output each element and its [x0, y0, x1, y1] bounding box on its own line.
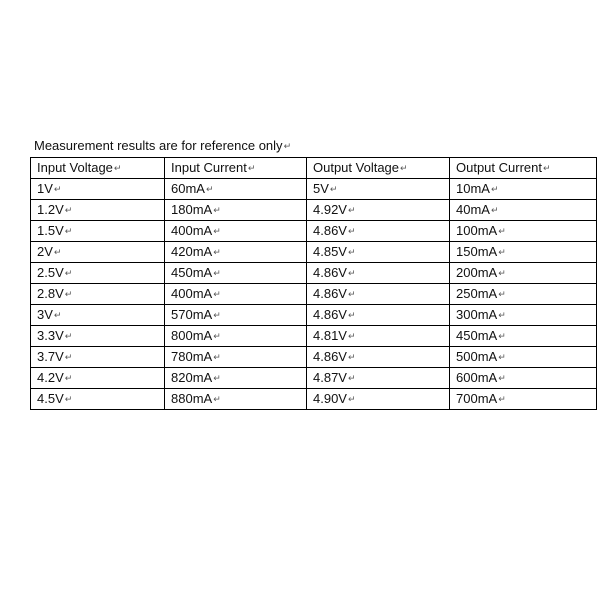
- return-mark-icon: ↵: [498, 289, 506, 299]
- return-mark-icon: ↵: [64, 268, 73, 278]
- cell-output-current-text: 10mA: [456, 181, 490, 196]
- table-row: [31, 242, 597, 263]
- cell-input-voltage-text: 1.5V: [37, 223, 64, 238]
- cell-input-voltage: [31, 200, 165, 221]
- cell-input-voltage-text: 2.5V: [37, 265, 64, 280]
- cell-input-voltage-text: 3V: [37, 307, 53, 322]
- cell-output-current: [450, 263, 597, 284]
- header-row: [31, 158, 597, 179]
- cell-input-voltage-text: 3.7V: [37, 349, 64, 364]
- return-mark-icon: ↵: [347, 205, 356, 215]
- cell-input-voltage-text: 4.5V: [37, 391, 64, 406]
- header-cell-output-voltage-text: Output Voltage: [313, 160, 400, 175]
- header-cell-output-current: [450, 158, 597, 179]
- cell-output-voltage-text: 4.86V: [313, 286, 347, 301]
- cell-output-voltage-text: 5V: [313, 181, 329, 196]
- cell-output-voltage-text: 4.90V: [313, 391, 347, 406]
- cell-input-current-text: 570mA: [171, 307, 213, 322]
- cell-output-current: [450, 179, 597, 200]
- cell-input-current: [165, 284, 307, 305]
- table-row: [31, 347, 597, 368]
- return-mark-icon: ↵: [213, 289, 221, 299]
- return-mark-icon: ↵: [498, 247, 506, 257]
- cell-output-voltage-text: 4.85V: [313, 244, 347, 259]
- return-mark-icon: ↵: [329, 184, 338, 194]
- return-mark-icon: ↵: [283, 141, 292, 151]
- return-mark-icon: ↵: [400, 163, 408, 173]
- cell-input-voltage: [31, 389, 165, 410]
- table-row: [31, 284, 597, 305]
- cell-output-current: [450, 284, 597, 305]
- measurement-table: [30, 157, 597, 410]
- cell-output-current-text: 100mA: [456, 223, 498, 238]
- cell-input-current: [165, 347, 307, 368]
- cell-input-voltage: [31, 284, 165, 305]
- cell-output-current-text: 300mA: [456, 307, 498, 322]
- return-mark-icon: ↵: [247, 163, 256, 173]
- cell-output-current-text: 40mA: [456, 202, 490, 217]
- cell-output-current: [450, 305, 597, 326]
- return-mark-icon: ↵: [543, 163, 551, 173]
- cell-output-voltage: [307, 263, 450, 284]
- return-mark-icon: ↵: [347, 289, 356, 299]
- table-row: [31, 305, 597, 326]
- cell-input-voltage: [31, 326, 165, 347]
- cell-input-voltage: [31, 221, 165, 242]
- return-mark-icon: ↵: [213, 373, 221, 383]
- cell-output-voltage: [307, 284, 450, 305]
- cell-output-voltage-text: 4.86V: [313, 349, 347, 364]
- table-row: [31, 389, 597, 410]
- return-mark-icon: ↵: [498, 226, 506, 236]
- cell-output-voltage-text: 4.86V: [313, 265, 347, 280]
- cell-output-current-text: 600mA: [456, 370, 498, 385]
- cell-output-voltage: [307, 326, 450, 347]
- cell-input-current: [165, 221, 307, 242]
- cell-input-current: [165, 389, 307, 410]
- cell-input-voltage-text: 2.8V: [37, 286, 64, 301]
- cell-input-current: [165, 263, 307, 284]
- table-row: [31, 326, 597, 347]
- cell-input-voltage-text: 3.3V: [37, 328, 64, 343]
- cell-output-voltage-text: 4.86V: [313, 223, 347, 238]
- return-mark-icon: ↵: [53, 184, 62, 194]
- cell-output-voltage: [307, 305, 450, 326]
- cell-output-current: [450, 221, 597, 242]
- cell-input-voltage-text: 2V: [37, 244, 53, 259]
- return-mark-icon: ↵: [498, 352, 506, 362]
- return-mark-icon: ↵: [498, 310, 506, 320]
- cell-input-current-text: 820mA: [171, 370, 213, 385]
- return-mark-icon: ↵: [113, 163, 122, 173]
- cell-output-voltage: [307, 179, 450, 200]
- cell-input-current: [165, 305, 307, 326]
- return-mark-icon: ↵: [490, 184, 499, 194]
- cell-input-current-text: 400mA: [171, 286, 213, 301]
- cell-output-current: [450, 326, 597, 347]
- table-caption: [34, 138, 291, 154]
- cell-output-voltage-text: 4.92V: [313, 202, 347, 217]
- cell-output-current: [450, 242, 597, 263]
- cell-output-voltage: [307, 368, 450, 389]
- return-mark-icon: ↵: [64, 394, 73, 404]
- return-mark-icon: ↵: [347, 268, 356, 278]
- cell-input-voltage-text: 4.2V: [37, 370, 64, 385]
- cell-output-current-text: 200mA: [456, 265, 498, 280]
- return-mark-icon: ↵: [213, 352, 221, 362]
- table-row: [31, 200, 597, 221]
- return-mark-icon: ↵: [498, 268, 506, 278]
- cell-input-voltage: [31, 347, 165, 368]
- header-cell-input-current: [165, 158, 307, 179]
- caption-text: Measurement results are for reference only: [34, 138, 283, 153]
- return-mark-icon: ↵: [490, 205, 499, 215]
- header-cell-input-voltage-text: Input Voltage: [37, 160, 113, 175]
- return-mark-icon: ↵: [213, 226, 221, 236]
- cell-input-current: [165, 242, 307, 263]
- cell-output-current-text: 500mA: [456, 349, 498, 364]
- cell-input-current: [165, 179, 307, 200]
- header-cell-input-voltage: [31, 158, 165, 179]
- return-mark-icon: ↵: [347, 352, 356, 362]
- cell-output-current: [450, 368, 597, 389]
- return-mark-icon: ↵: [213, 205, 221, 215]
- table-row: [31, 221, 597, 242]
- table-body: [31, 158, 597, 410]
- cell-output-current-text: 150mA: [456, 244, 498, 259]
- cell-output-voltage: [307, 242, 450, 263]
- cell-input-current-text: 180mA: [171, 202, 213, 217]
- cell-input-current-text: 420mA: [171, 244, 213, 259]
- cell-output-current: [450, 389, 597, 410]
- cell-input-current: [165, 368, 307, 389]
- return-mark-icon: ↵: [347, 226, 356, 236]
- return-mark-icon: ↵: [347, 247, 356, 257]
- return-mark-icon: ↵: [205, 184, 214, 194]
- cell-output-voltage: [307, 347, 450, 368]
- return-mark-icon: ↵: [347, 331, 356, 341]
- cell-input-current-text: 450mA: [171, 265, 213, 280]
- return-mark-icon: ↵: [498, 331, 506, 341]
- return-mark-icon: ↵: [498, 373, 506, 383]
- cell-output-voltage-text: 4.81V: [313, 328, 347, 343]
- cell-output-current-text: 450mA: [456, 328, 498, 343]
- cell-input-voltage-text: 1V: [37, 181, 53, 196]
- return-mark-icon: ↵: [64, 373, 73, 383]
- return-mark-icon: ↵: [213, 331, 221, 341]
- cell-input-voltage-text: 1.2V: [37, 202, 64, 217]
- cell-output-voltage-text: 4.86V: [313, 307, 347, 322]
- cell-input-current-text: 780mA: [171, 349, 213, 364]
- return-mark-icon: ↵: [498, 394, 506, 404]
- cell-output-current: [450, 347, 597, 368]
- cell-input-voltage: [31, 305, 165, 326]
- cell-output-voltage: [307, 389, 450, 410]
- cell-input-current-text: 400mA: [171, 223, 213, 238]
- cell-input-voltage: [31, 263, 165, 284]
- cell-input-voltage: [31, 242, 165, 263]
- return-mark-icon: ↵: [347, 394, 356, 404]
- table-row: [31, 263, 597, 284]
- cell-output-current: [450, 200, 597, 221]
- return-mark-icon: ↵: [64, 352, 73, 362]
- cell-input-voltage: [31, 179, 165, 200]
- table-row: [31, 179, 597, 200]
- cell-input-current-text: 880mA: [171, 391, 213, 406]
- header-cell-output-current-text: Output Current: [456, 160, 542, 175]
- cell-output-voltage: [307, 221, 450, 242]
- return-mark-icon: ↵: [213, 268, 221, 278]
- return-mark-icon: ↵: [64, 226, 73, 236]
- cell-input-current-text: 60mA: [171, 181, 205, 196]
- return-mark-icon: ↵: [347, 310, 356, 320]
- header-cell-input-current-text: Input Current: [171, 160, 247, 175]
- return-mark-icon: ↵: [53, 247, 62, 257]
- return-mark-icon: ↵: [213, 247, 221, 257]
- cell-input-voltage: [31, 368, 165, 389]
- cell-input-current-text: 800mA: [171, 328, 213, 343]
- return-mark-icon: ↵: [64, 289, 73, 299]
- return-mark-icon: ↵: [213, 394, 221, 404]
- header-cell-output-voltage: [307, 158, 450, 179]
- cell-output-voltage-text: 4.87V: [313, 370, 347, 385]
- cell-output-voltage: [307, 200, 450, 221]
- table-row: [31, 368, 597, 389]
- return-mark-icon: ↵: [213, 310, 221, 320]
- cell-input-current: [165, 326, 307, 347]
- return-mark-icon: ↵: [64, 331, 73, 341]
- cell-output-current-text: 700mA: [456, 391, 498, 406]
- cell-output-current-text: 250mA: [456, 286, 498, 301]
- return-mark-icon: ↵: [53, 310, 62, 320]
- return-mark-icon: ↵: [347, 373, 356, 383]
- return-mark-icon: ↵: [64, 205, 73, 215]
- cell-input-current: [165, 200, 307, 221]
